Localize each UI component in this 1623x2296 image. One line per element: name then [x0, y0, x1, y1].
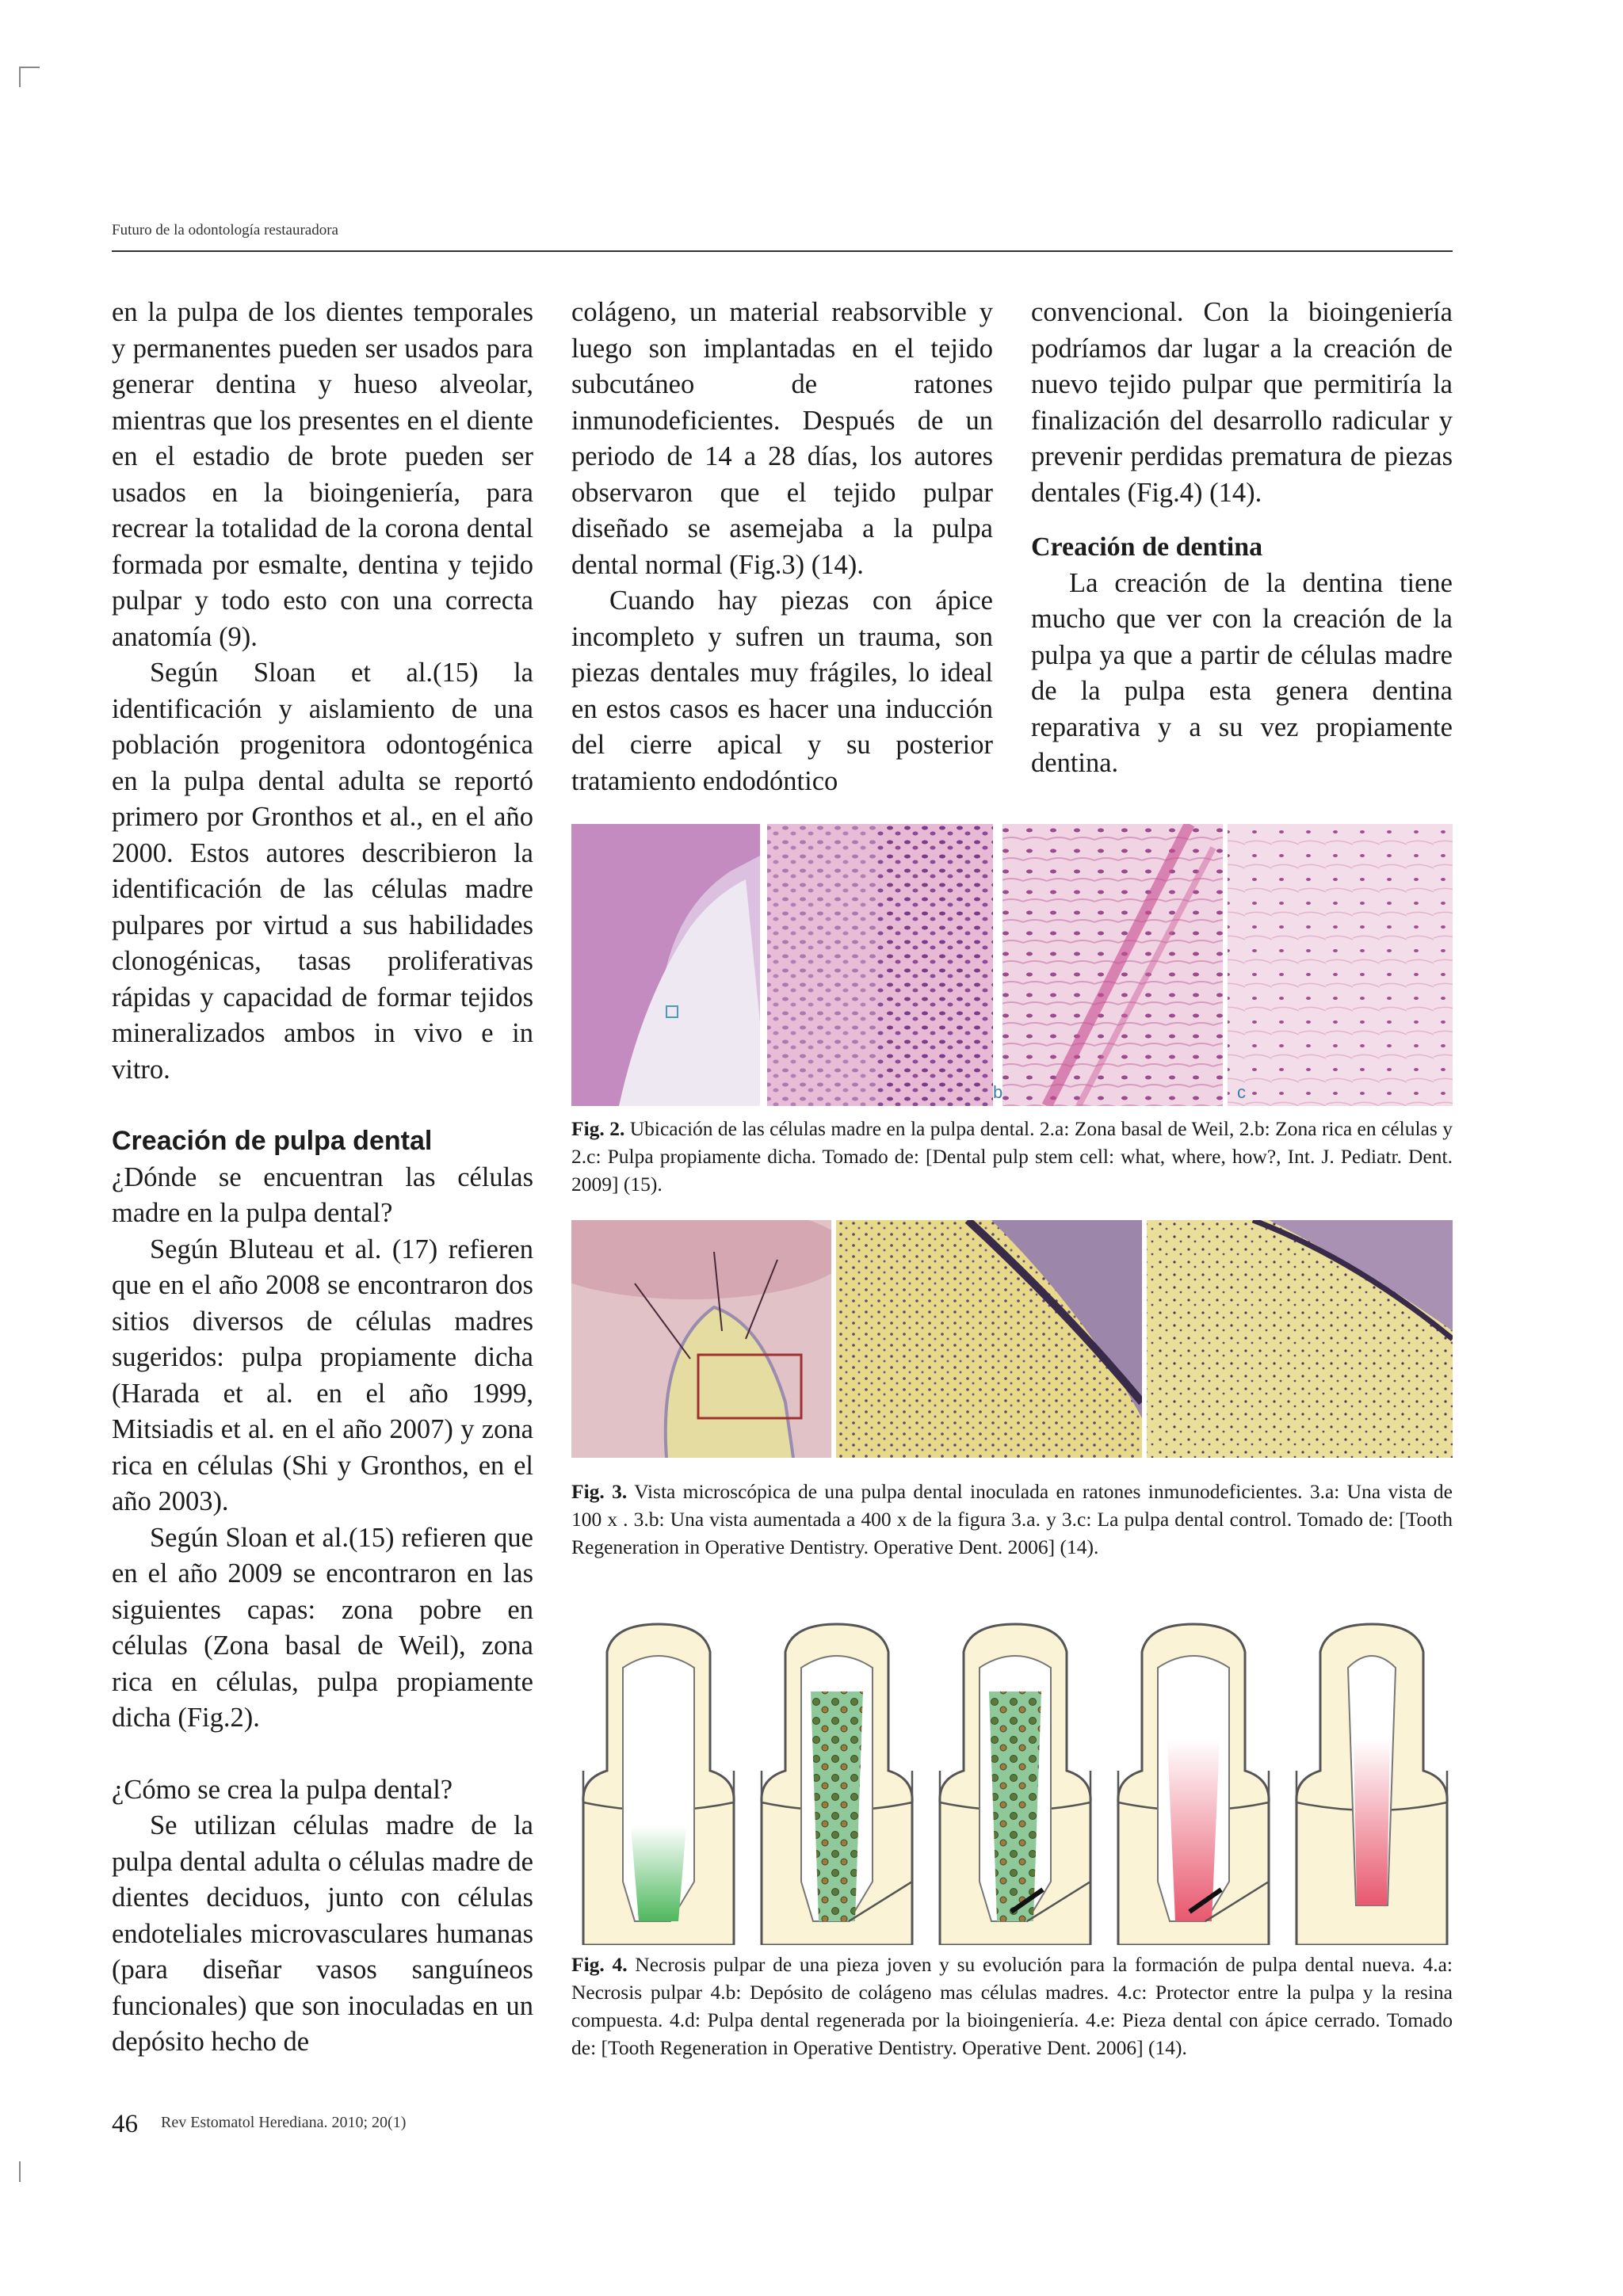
paragraph: Según Sloan et al.(15) refieren que en el año 2009 se encontraron en las siguientes capas: zona pobre en células (Zona basal de Weil), zona rica en células, pulpa propiamente dicha (Fig.2).	[112, 1522, 533, 1733]
section-heading: Creación de dentina	[1031, 532, 1263, 562]
figure-2-panel-letter: b	[993, 1082, 1003, 1102]
figure-3-caption	[571, 1478, 1453, 1561]
crop-mark-top-left-v	[19, 67, 21, 87]
figure-2-label: Fig. 2.	[571, 1117, 625, 1140]
page-number: 46	[112, 2110, 138, 2138]
header-rule	[112, 250, 1453, 252]
figure-2-caption-text: Ubicación de las células madre en la pulpa dental. 2.a: Zona basal de Weil, 2.b: Zona rica en células y 2.c: Pulpa propiamente dicha. Tomado de: [Dental pulp stem cell: what, where, how?, Int. J. Pediatr. Dent. 2009] (15).	[571, 1117, 1453, 1196]
running-title: Futuro de la odontología restauradora	[112, 222, 338, 238]
figure-4-caption	[571, 1951, 1453, 2061]
figure-2-panel-letter: c	[1237, 1082, 1246, 1102]
paragraph: La creación de la dentina tiene mucho que ver con la creación de la pulpa ya que a partir de células madre de la pulpa esta genera dentina reparativa y a su vez propiamente dentina.	[1031, 567, 1453, 778]
question-subheading: ¿Dónde se encuentran las células madre en la pulpa dental?	[112, 1161, 533, 1228]
journal-citation: Rev Estomatol Herediana. 2010; 20(1)	[161, 2114, 407, 2131]
figure-3-image	[571, 1220, 1453, 1458]
text-column-3	[1031, 295, 1453, 782]
figure-4-tooth-diagrams	[571, 1620, 1453, 1945]
paragraph: Según Sloan et al.(15) la identificación y aislamiento de una población progenitora odontogénica en la pulpa dental adulta se reportó primero por Gronthos et al., en el año 2000. Estos autores describieron la identificación de las células madre pulpares por virtud a sus habilidades clonogénicas, tasas proliferativas rápidas y capacidad de formar tejidos mineralizados ambos in vivo e in vitro.	[112, 658, 533, 1085]
paragraph: convencional. Con la bioingeniería podríamos dar lugar a la creación de nuevo tejido pulpar que permitiría la finalización del desarrollo radicular y prevenir perdidas prematura de piezas dentales (Fig.4) (14).	[1031, 297, 1453, 508]
text-column-1	[112, 295, 533, 2061]
figure-4-image	[571, 1620, 1453, 1945]
figure-3-caption-text: Vista microscópica de una pulpa dental inoculada en ratones inmunodeficientes. 3.a: Una vista de 100 x . 3.b: Una vista aumentada a 400 x de la figura 3.a. y 3.c: La pulpa dental control. Tomado de: [Tooth Regeneration in Operative Dentistry. Operative Dent. 2006] (14).	[571, 1480, 1453, 1558]
figure-3-micrographs	[571, 1220, 1453, 1458]
crop-mark-bottom-left	[19, 2161, 21, 2182]
figure-3-label: Fig. 3.	[571, 1480, 628, 1503]
paragraph: Cuando hay piezas con ápice incompleto y sufren un trauma, son piezas dentales muy frágiles, lo ideal en estos casos es hacer una inducción del cierre apical y su posterior tratamiento endodóntico	[571, 585, 993, 796]
figure-2-micrographs	[571, 824, 1453, 1106]
question-subheading: ¿Cómo se crea la pulpa dental?	[112, 1774, 453, 1805]
crop-mark-top-left-h	[19, 67, 40, 68]
paragraph: Se utilizan células madre de la pulpa dental adulta o células madre de dientes deciduos, junto con células endoteliales microvasculares humanas (para diseñar vasos sanguíneos funcionales) que son inoculadas en un depósito hecho de	[112, 1810, 533, 2057]
figure-4-caption-text: Necrosis pulpar de una pieza joven y su evolución para la formación de pulpa dental nueva. 4.a: Necrosis pulpar 4.b: Depósito de colágeno mas células madres. 4.c: Protector entre la pulpa y la resina compuesta. 4.d: Pulpa dental regenerada por la bioingeniería. 4.e: Pieza dental con ápice cerrado. Tomado de: [Tooth Regeneration in Operative Dentistry. Operative Dent. 2006] (14).	[571, 1953, 1453, 2059]
text-column-2	[571, 295, 993, 799]
paragraph: Según Bluteau et al. (17) refieren que en el año 2008 se encontraron dos sitios diversos de células madres sugeridos: pulpa propiamente dicha (Harada et al. en el año 1999, Mitsiadis et al. en el año 2007) y zona rica en células (Shi y Gronthos, en el año 2003).	[112, 1234, 533, 1516]
paragraph: colágeno, un material reabsorvible y luego son implantadas en el tejido subcutáneo de ratones inmunodeficientes. Después de un periodo de 14 a 28 días, los autores observaron que el tejido pulpar diseñado se asemejaba a la pulpa dental normal (Fig.3) (14).	[571, 297, 993, 580]
figure-2-image	[571, 824, 1453, 1106]
figure-2-caption	[571, 1115, 1453, 1198]
section-heading: Creación de pulpa dental	[112, 1126, 433, 1156]
figure-4-label: Fig. 4.	[571, 1953, 628, 1976]
paragraph: en la pulpa de los dientes temporales y permanentes pueden ser usados para generar dentina y hueso alveolar, mientras que los presentes en el diente en el estadio de brote pueden ser usados en la bioingeniería, para recrear la totalidad de la corona dental formada por esmalte, dentina y tejido pulpar y todo esto con una correcta anatomía (9).	[112, 297, 533, 652]
